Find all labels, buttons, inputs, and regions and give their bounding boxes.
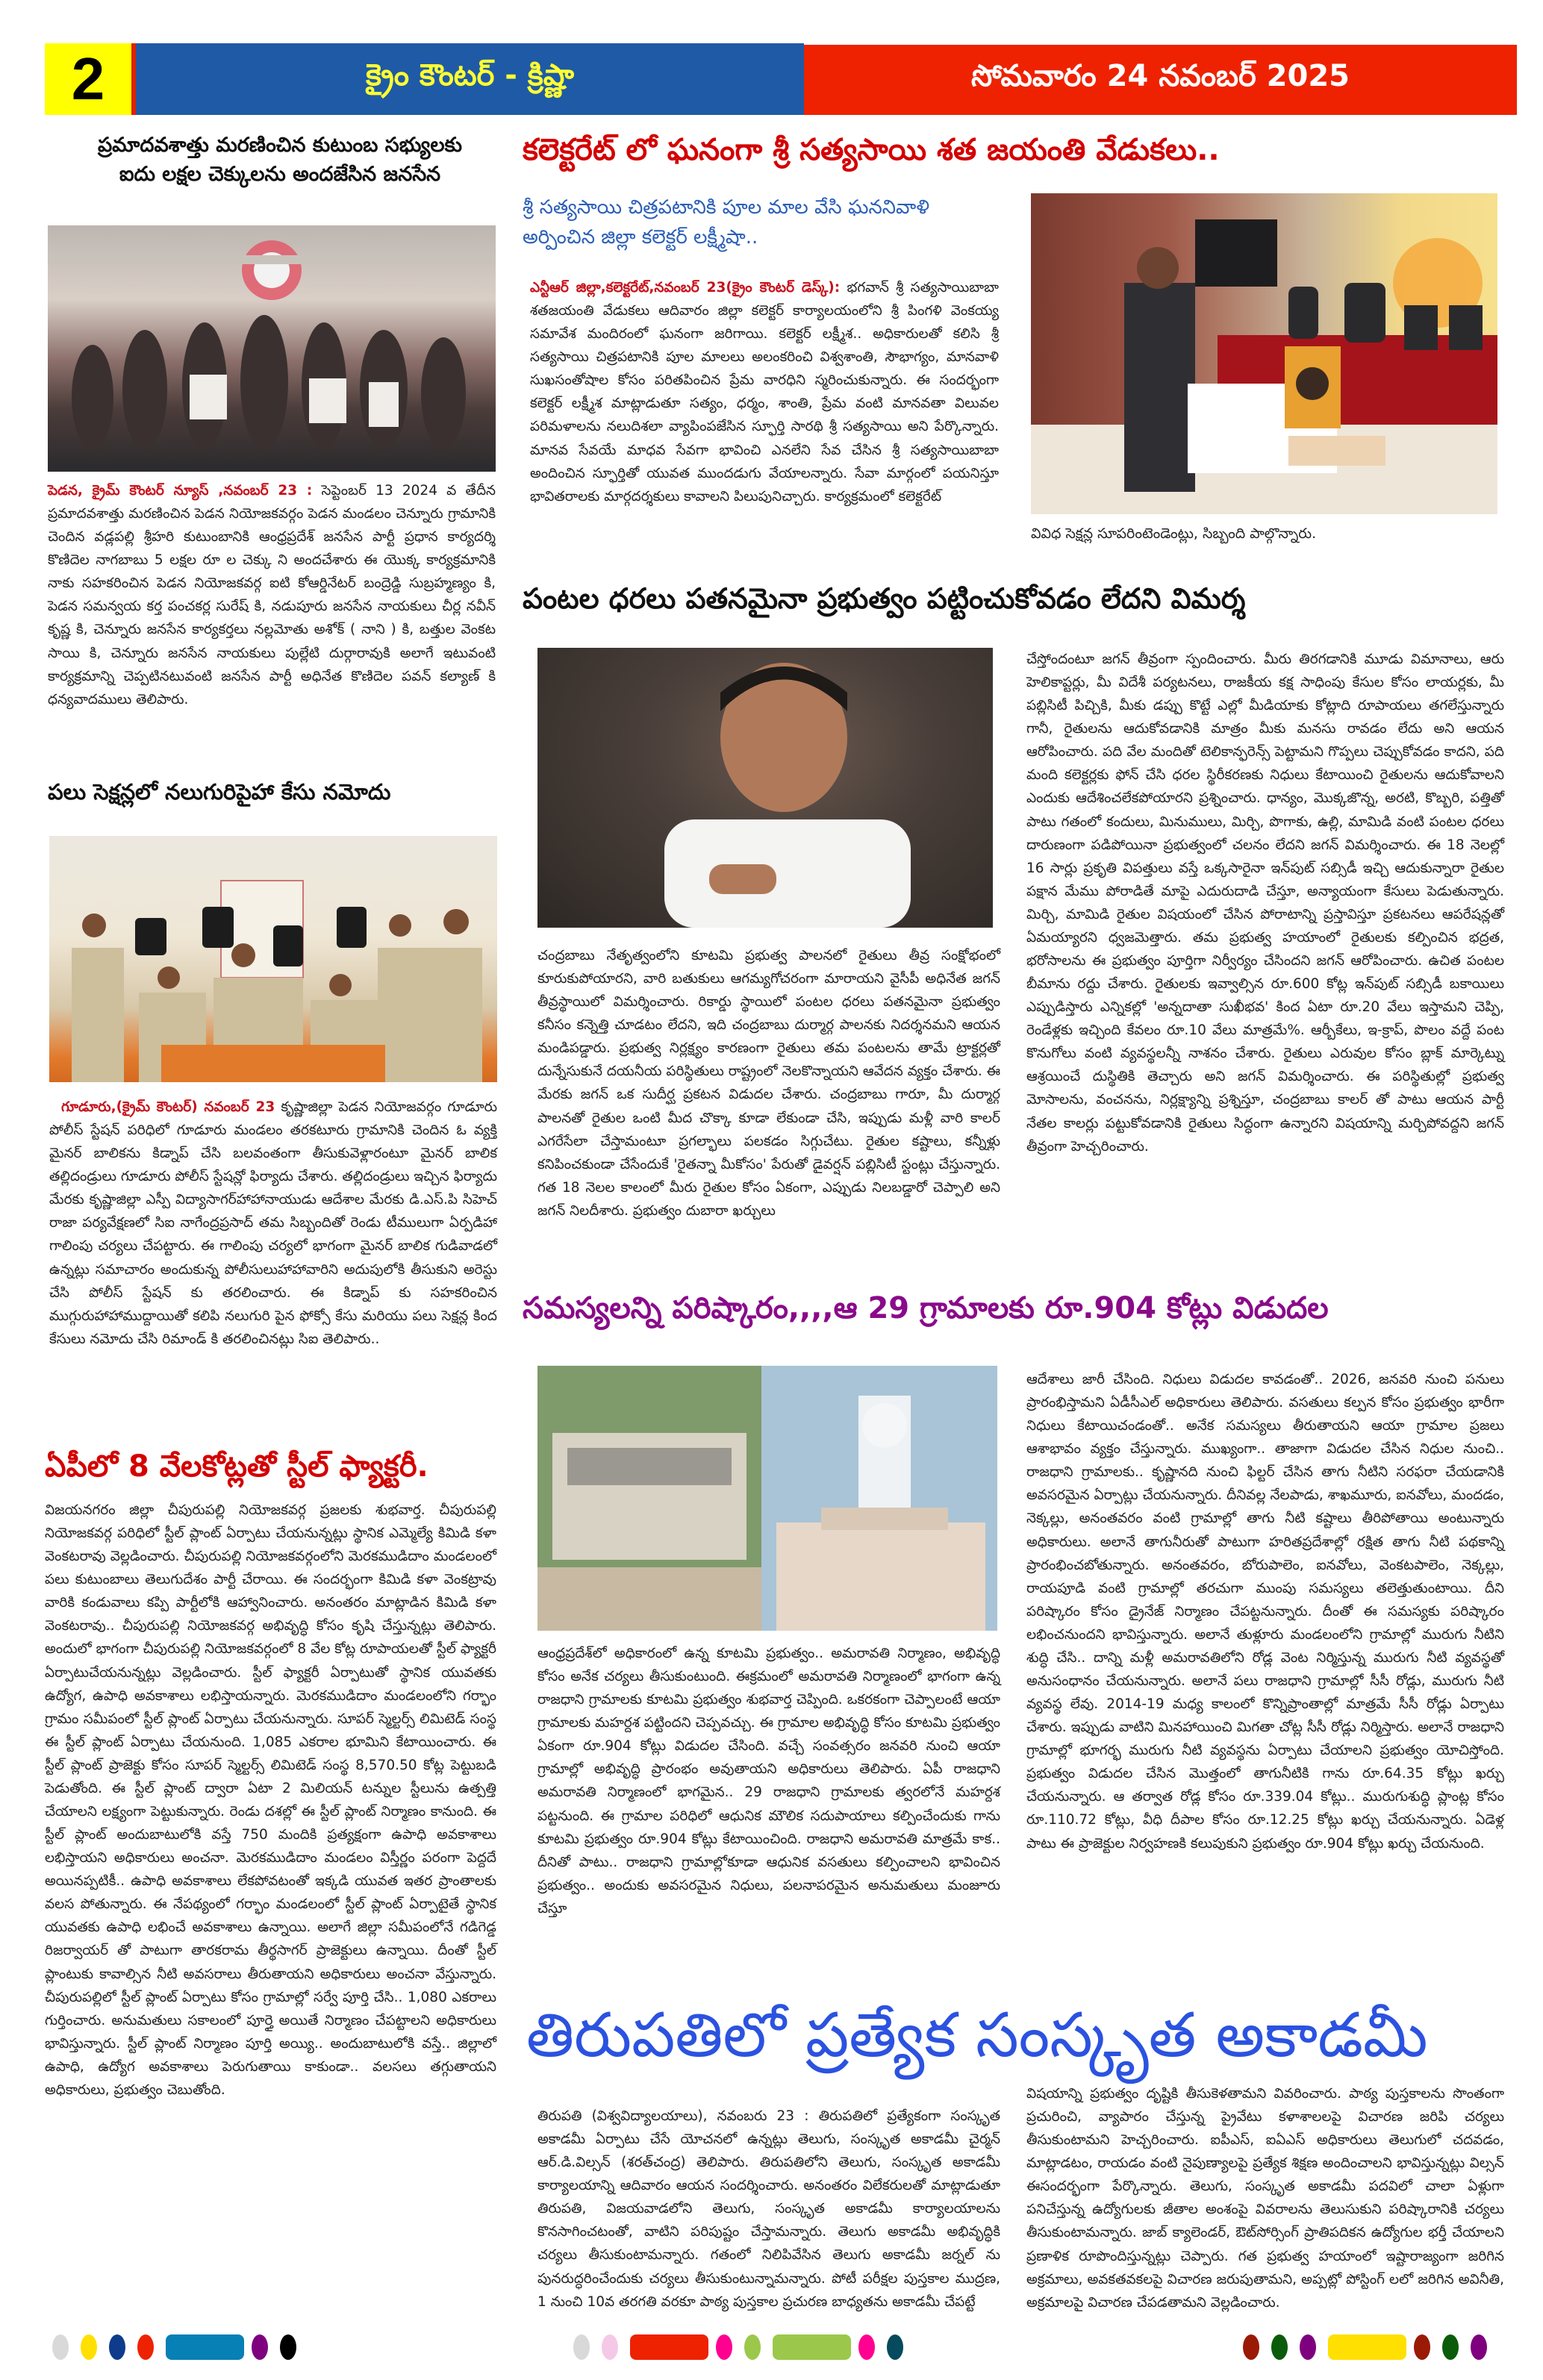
color-swatch bbox=[773, 2334, 851, 2360]
pocso-headline: పలు సెక్షన్లలో నలుగురిపైహా కేసు నమోదు bbox=[48, 779, 391, 805]
color-swatch bbox=[1414, 2334, 1430, 2360]
page-number: 2 bbox=[45, 43, 136, 115]
sathyasai-dateline: ఎన్టీఆర్ జిల్లా,కలెక్టరేట్,నవంబర్ 23(క్రైం కౌంటర్ డెస్క్): bbox=[530, 280, 841, 296]
color-swatch bbox=[252, 2334, 268, 2360]
color-swatch bbox=[166, 2334, 244, 2360]
janasena-headline bbox=[45, 131, 515, 189]
amaravati-photo bbox=[537, 1366, 997, 1631]
jagan-body-col1: చంద్రబాబు నేతృత్వంలోని కూటమి ప్రభుత్వ పాలనలో రైతులు తీవ్ర సంక్షోభంలో కూరుకుపోయారని, వారి బతుకులు ఆగమ్యగోచరంగా మారాయని వైసీపీ అధినేత జగన్ తీవ్రస్థాయిలో విమర్శించారు. రికార్డు స్థాయిలో పంటల ధరలు పతనమైనా ప్రభుత్వం కనీసం కన్నెత్తి చూడటం లేదని, ఇది చంద్రబాబు దుర్మార్గ పాలనకు నిదర్శనమని ఆయన మండిపడ్డారు. ప్రభుత్వ నిర్లక్ష్యం కారణంగా రైతులు తమ పంటలను తామే ట్రాక్టర్లతో దున్నేసుకునే దయనీయ పరిస్థితులు రాష్ట్రంలో నెలకొన్నాయని ఆవేదన వ్యక్తం చేశారు. ఈ మేరకు జగన్ ఒక సుదీర్ఘ ప్రకటన విడుదల చేశారు. చంద్రబాబు గారూ, మీ దుర్మార్గ పాలనతో రైతుల ఒంటి మీద చొక్కా కూడా లేకుండా చేసి, ఇప్పుడు మళ్లీ వారి కాలర్ ఎగరేసేలా చేస్తామంటూ ప్రగల్భాలు పలకడం సిగ్గుచేటు. రైతుల కష్టాలు, కన్నీళ్లు కనిపించకుండా చేసేందుకే 'రైతన్నా మీకోసం' పేరుతో డైవర్షన్ పబ్లిసిటీ స్టంట్లు చేస్తున్నారు. గత 18 నెలల కాలంలో మీరు రైతుల కోసం ఏకంగా, ఎప్పుడు నిలబడ్డారో చెప్పాలి అని జగన్ నిలదీశారు. ప్రభుత్వం దుబారా ఖర్చులు bbox=[537, 948, 1000, 1219]
color-swatch bbox=[630, 2334, 708, 2360]
pocso-body-text: కృష్ణాజిల్లా పెడన నియోజవర్గం గూడూరు పోలీస్ స్టేషన్ పరిధిలో గూడూరు మండలం తరకటూరు గ్రామానికి చెందిన ఓ వ్యక్తి మైనర్ బాలికను కిడ్నాప్ చేసి బలవంతంగా తీసుకువెళ్లారంటూ మైనర్ బాలిక తల్లిదండ్రులు గూడూరు పోలీస్ స్టేషన్లో ఫిర్యాదు చేశారు. తల్లిదండ్రులు ఇచ్చిన ఫిర్యాదు మేరకు కృష్ణాజిల్లా ఎస్పీ విద్యాసాగర్‌హాహానాయుడు ఆదేశాల మేరకు డి.ఎస్.పి సిహెచ్ రాజా పర్యవేక్షణలో సిఐ నాగేంద్రప్రసాద్ తమ సిబ్బందితో రెండు టీములుగా ఏర్పడిహా గాలింపు చర్యలు చేపట్టారు. ఈ గాలింపు చర్యలో భాగంగా మైనర్ బాలిక గుడివాడలో ఉన్నట్లు సమాచారం అందుకున్న పోలీసులుహాహావారిని అదుపులోకి తీసుకుని అరెస్టు చేసి పోలీస్ స్టేషన్ కు తరలించారు. ఈ కిడ్నాప్ కు సహకరించిన ముగ్గురుహాహాముద్దాయితో కలిపి నలుగురి పైన ఫోక్సో కేసు మరియు పలు సెక్షన్ల కింద కేసులు నమోదు చేసి రిమాండ్ కి తరలించినట్లు సిఐ తెలిపారు.. bbox=[49, 1099, 497, 1347]
sathyasai-headline: కలెక్టరేట్ లో ఘనంగా శ్రీ సత్యసాయి శత జయంతి వేడుకలు.. bbox=[523, 133, 1220, 167]
color-swatch bbox=[716, 2334, 732, 2360]
janasena-headline-line2: ఐదు లక్షల చెక్కులను అందజేసిన జనసేన bbox=[119, 163, 441, 187]
janasena-photo-art bbox=[48, 225, 496, 472]
amaravati-body-col2: ఆదేశాలు జారీ చేసింది. నిధులు విడుదల కావడంతో.. 2026, జనవరి నుంచి పనులు ప్రారంభిస్తామని ఏడీసీఎల్ అధికారులు తెలిపారు. వసతులు కల్పన కోసం ప్రభుత్వం భారీగా నిధులు కేటాయిచండంతో.. అనేక సమస్యలు తీరుతాయని ఆయా గ్రామాల ప్రజలు ఆశాభావం వ్యక్తం చేస్తున్నారు. ముఖ్యంగా.. తాజాగా విడుదల చేసిన నిధుల నుంచి.. రాజధాని గ్రామాలకు.. కృష్ణానది నుంచి ఫిల్టర్ చేసిన తాగు నీటిని సరఫరా చేయడానికి అవసరమైన ఏర్పాట్లు చేయనున్నారు. దీనివల్ల నేలపాడు, శాఖమూరు, ఐనవోలు, మందడం, నెక్కల్లు, అనంతవరం వంటి గ్రామాల్లో తాగు నీటి కష్టాలు తీరిపోతాయి అంటున్నారు అధికారులు. అలానే తాగునీరుతో పాటుగా హరితప్రదేశాల్లో రక్షిత తాగు నీటి పథకాన్ని ప్రారంభించబోతున్నారు. అనంతవరం, బోరుపాలెం, ఐనవోలు, వెంకటపాలెం, నెక్కల్లు, రాయపూడి వంటి గ్రామాల్లో తరచుగా ముంపు సమస్యలు తలెత్తుతుంటాయి. దీని పరిష్కారం కోసం డ్రైనేజ్ నిర్మాణం చేపట్టనున్నారు. దీంతో ఈ సమస్యకు పరిష్కారం లభించనుందని భావిస్తున్నారు. అలానే తుళ్లూరు మండలంలోని గ్రామాల్లో మురుగు నీటిని శుద్ధి చేసి.. దాన్ని మళ్లీ అమరావతిలోని రోడ్ల వెంట నిర్మిస్తున్న మురుగు నీటి వ్యవస్థతో అనుసంధానం చేయనున్నారు. అలానే పలు రాజధాని గ్రామాల్లో సీసీ రోడ్లు, మురుగు నీటి వ్యవస్థ లేవు. 2014-19 మధ్య కాలంలో కొన్నిప్రాంతాల్లో మాత్రమే సీసీ రోడ్లు ఏర్పాటు చేశారు. ఇప్పుడు వాటిని మినహాయించి మిగతా చోట్ల సీసీ రోడ్లు నిర్మిస్తారు. అలానే రాజధాని గ్రామాల్లో భూగర్భ మురుగు నీటి వ్యవస్థను ఏర్పాటు చేయాలని ప్రభుత్వం యోచిస్తోంది. ప్రభుత్వం విడుదల చేసిన మొత్తంలో తాగునీటికి గాను రూ.64.35 కోట్లు ఖర్చు చేయనున్నారు. ఆ తర్వాత రోడ్ల కోసం రూ.339.04 కోట్లు.. మురుగుశుద్ధి ప్లాంట్ల కోసం రూ.110.72 కోట్లు, వీధి దీపాల కోసం రూ.12.25 కోట్లు ఖర్చు చేయనున్నారు. ఏడెళ్ల పాటు ఈ ప్రాజెక్టుల నిర్వహణకి కలుపుకుని ప్రభుత్వం రూ.904 కోట్లు ఖర్చు చేయనుంది. bbox=[1026, 1372, 1504, 1852]
color-swatch bbox=[1328, 2334, 1406, 2360]
color-swatch bbox=[1243, 2334, 1259, 2360]
janasena-body bbox=[48, 479, 496, 711]
amaravati-body-col1: ఆంధ్రప్రదేశ్‌లో అధికారంలో ఉన్న కూటమి ప్రభుత్వం.. అమరావతి నిర్మాణం, అభివృద్ధి కోసం అనేక చర్యలు తీసుకుంటుంది. ఈక్రమంలో అమరావతి నిర్మాణంలో భాగంగా ఉన్న రాజధాని గ్రామాలకు కూటమి ప్రభుత్వం శుభవార్త చెప్పింది. ఒకరకంగా చెప్పాలంటే ఆయా గ్రామాలకు మహర్దశ పట్టిందని చెప్పవచ్చు. ఈ గ్రామాల అభివృద్ధి కోసం కూటమి ప్రభుత్వం ఏకంగా రూ.904 కోట్లు విడుదల చేసింది. వచ్చే సంవత్సరం జనవరి నుంచి ఆయా గ్రామాల్లో అభివృద్ధి ప్రారంభం అవుతాయని అధికారులు తెలిపారు. ఏపీ రాజధాని అమరావతి నిర్మాణంలో భాగమైన.. 29 రాజధాని గ్రామాలకు త్వరలోనే మహర్దశ పట్టనుంది. ఈ గ్రామాల పరిధిలో ఆధునిక మౌలిక సదుపాయాలు కల్పించేందుకు గాను కూటమి ప్రభుత్వం రూ.904 కోట్లు కేటాయించింది. రాజధాని అమరావతి మాత్రమే కాక.. దీనితో పాటు.. రాజధాని గ్రామాల్లోకూడా ఆధునిక వసతులు కల్పించాలని భావించిన ప్రభుత్వం.. అందుకు అవసరమైన నిధులు, పలనాపరమైన అనుమతులు మంజూరు చేస్తూ bbox=[537, 1646, 1000, 1917]
color-swatch bbox=[1300, 2334, 1316, 2360]
jagan-photo-art bbox=[537, 648, 993, 928]
sanskrit-body-col1: తిరుపతి (విశ్వవిద్యాలయాలు), నవంబరు 23 : తిరుపతిలో ప్రత్యేకంగా సంస్కృత అకాడమీ ఏర్పాటు చేసే యోచనలో ఉన్నట్లు తెలుగు, సంస్కృత అకాడమీ చైర్మన్ ఆర్.డి.విల్సన్ (శరత్‌చంద్ర) తెలిపారు. తిరుపతిలోని తెలుగు, సంస్కృత అకాడమీ కార్యాలయాన్ని ఆదివారం ఆయన సందర్శించారు. అనంతరం విలేకరులతో మాట్లాడుతూ తిరుపతి, విజయవాడలోని తెలుగు, సంస్కృత అకాడమీ కార్యాలయాలను కొనసాగించటంతో, వాటిని పరిపుష్టం చేస్తామన్నారు. తెలుగు అకాడమీ అభివృద్ధికి చర్యలు తీసుకుంటామన్నారు. గతంలో నిలిపివేసిన తెలుగు అకాడమీ జర్నల్ ను పునరుద్ధరించేందుకు చర్యలు తీసుకుంటున్నామన్నారు. పోటీ పరీక్షల పుస్తకాల ముద్రణ, 1 నుంచి 10వ తరగతి వరకూ పాఠ్య పుస్తకాల ప్రచురణ బాధ్యతను అకాడమీ చేపట్టే bbox=[537, 2108, 1000, 2310]
pocso-photo-art bbox=[49, 836, 497, 1082]
color-swatch bbox=[1471, 2334, 1487, 2360]
janasena-dateline: పెడన, క్రైమ్ కౌంటర్ న్యూస్ ,నవంబర్ 23 : bbox=[48, 483, 313, 499]
sanskrit-headline: తిరుపతిలో ప్రత్యేక సంస్కృత అకాడమీ bbox=[526, 2000, 1428, 2071]
sathyasai-subheadline-line2: అర్పించిన జిల్లా కలెక్టర్ లక్ష్మీషా.. bbox=[523, 226, 758, 249]
sathyasai-body bbox=[530, 276, 999, 508]
color-swatch bbox=[744, 2334, 761, 2360]
pocso-photo bbox=[49, 836, 497, 1082]
color-swatch bbox=[137, 2334, 154, 2360]
janasena-body-text: సెప్టెంబర్ 13 2024 వ తేదీన ప్రమాదవశాత్తు మరణించిన పెడన నియోజకవర్గం పెడన మండలం చెన్నూరు గ్రామానికి చెందిన వడ్లపల్లి శ్రీహరి కుటుంబానికి ఆంధ్రప్రదేశ్ జనసేన పార్టీ ప్రధాన కార్యదర్శి కొణిదెల నాగబాబు 5 లక్షల రూ ల చెక్కు ని అందచేశారు ఈ యొక్క కార్యక్రమానికి నాకు సహకరించిన పెడన నియోజకవర్గ ఐటి కోఆర్డినేటర్ బంద్రెడ్డి సుబ్రహ్మణ్యం కి, పెడన సమన్వయ కర్త పంచకర్ల సురేష్ కి, నడుపూరు జనసేన నాయకులు చీర్ల నవీన్ కృష్ణ కి, చెన్నూరు జనసేన కార్యకర్తలు నల్లమోతు అశోక్ ( నాని ) కి, బత్తుల వెంకట సాయి కి, చెన్నూరు జనసేన నాయకులు పుల్లేటి దుర్గారావుకి అలాగే ఇటువంటి కార్యక్రమాన్ని చెప్పటినటువంటి జనసేన పార్టీ అధినేత కొణిదెల పవన్ కల్యాణ్ కి ధన్యవాదములు తెలిపారు. bbox=[48, 483, 496, 708]
sathyasai-body-text: భగవాన్ శ్రీ సత్యసాయిబాబా శతజయంతి వేడుకలు ఆదివారం జిల్లా కలెక్టర్ కార్యాలయంలోని శ్రీ పింగళి వెంకయ్య సమావేశ మందిరంలో ఘనంగా జరిగాయి. కలెక్టర్ లక్ష్మీశ.. అధికారులతో కలిసి శ్రీ సత్యసాయి చిత్రపటానికి పూల మాలలు అలంకరించి విశ్వశాంతి, సౌభాగ్యం, మానవాళి సుఖసంతోషాల కోసం పరితపించిన ప్రేమ వారధిని స్మరించుకున్నారు. ఈ సందర్భంగా కలెక్టర్ లక్ష్మీశ మాట్లాడుతూ సత్యం, ధర్మం, శాంతి, ప్రేమ వంటి మానవతా విలువల పరిమళాలను నలుదిశలా వ్యాపింపజేసిన స్ఫూర్తి సారథి శ్రీ సత్యసాయి అని పేర్కొన్నారు. మానవ సేవయే మాధవ సేవగా భావించి ఎనలేని సేవ చేసిన శ్రీ సత్యసాయిబాబా అందించిన స్ఫూర్తితో యువత ముందడుగు వేయాలన్నారు. సేవా మార్గంలో పయనిస్తూ భావితరాలకు మార్గదర్శకులు కావాలని పిలుపునిచ్చారు. కార్యక్రమంలో కలెక్టరేట్ bbox=[530, 280, 999, 505]
pocso-body bbox=[49, 1096, 497, 1351]
janasena-headline-line1: ప్రమాదవశాత్తు మరణించిన కుటుంబ సభ్యులకు bbox=[97, 134, 462, 157]
jagan-photo bbox=[537, 648, 993, 928]
sathyasai-caption: వివిధ సెక్షన్ల సూపరింటెండెంట్లు, సిబ్బంది పాల్గొన్నారు. bbox=[1031, 525, 1317, 542]
jagan-body-col2: చేస్తోందంటూ జగన్ తీవ్రంగా స్పందించారు. మీరు తిరగడానికి మూడు విమానాలు, ఆరు హెలికాప్టర్లు, మీ విదేశీ పర్యటనలు, రాజకీయ కక్ష సాధింపు కేసుల కోసం లాయర్లకు, మీ పబ్లిసిటీ పిచ్చికి, మీకు డప్పు కొట్టే ఎల్లో మీడియాకు కోట్లాది రూపాయలు తగలేస్తున్నారు గానీ, రైతులను ఆదుకోవడానికి మాత్రం మీకు మనసు రావడం లేదు అని ఆయన ఆరోపించారు. పది వేల మందితో టెలికాన్ఫరెన్స్ పెట్టామని గొప్పలు చెప్పుకోవడం కాదని, పది మంది కలెక్టర్లకు ఫోన్ చేసి ధరల స్థిరీకరణకు నిధులు కేటాయించి రైతులను ఆదుకోవాలని ఎందుకు ఆదేశించలేకపోయారని ప్రశ్నించారు. ధాన్యం, మొక్కజొన్న, అరటి, కొబ్బరి, పత్తితో పాటు గతంలో కందులు, మినుములు, మిర్చి, పొగాకు, ఉల్లి, మామిడి వంటి పంటల ధరలు దారుణంగా పడిపోయినా ప్రభుత్వంలో చలనం లేదని జగన్ విమర్శించారు. ఈ 18 నెలల్లో 16 సార్లు ప్రకృతి విపత్తులు వస్తే ఒక్కసారైనా ఇన్‌పుట్ సబ్సిడీ ఇచ్చి ఆదుకున్నారా రైతుల పక్షాన మేము పోరాడితే మాపై ఎదురుదాడి చేస్తూ, అన్యాయంగా కేసులు పెడుతున్నారు. మిర్చి, మామిడి రైతుల విషయంలో చేసిన పోరాటాన్ని ప్రస్తావిస్తూ ప్రకటనలు ఆపరేషన్లతో ఏమయ్యారని ధ్వజమెత్తారు. తమ ప్రభుత్వ హయాంలో రైతులకు కల్పించిన భద్రత, భరోసాలను ఈ ప్రభుత్వం పూర్తిగా నిర్వీర్యం చేసిందని జగన్ ఆరోపించారు. ఉచిత పంటల బీమాను రద్దు చేశారు. రైతులకు ఇవ్వాల్సిన రూ.600 కోట్ల ఇన్‌పుట్ సబ్సిడీ బకాయిలు ఎప్పుడిస్తారు ఎన్నికల్లో 'అన్నదాతా సుఖీభవ' కింద ఏటా రూ.20 వేలు ఇస్తామని చెప్పి, రెండేళ్లకు ఇచ్చింది కేవలం రూ.10 వేలు మాత్రమే%. ఆర్బీకేలు, ఇ-క్రాప్, పొలం వద్దే పంట కొనుగోలు వంటి వ్యవస్థలన్నీ నాశనం చేశారు. రైతులు ఎరువుల కోసం బ్లాక్ మార్కెట్ను ఆశ్రయించే దుస్థితికి తెచ్చారు అని జగన్ విమర్శించారు. ఈ పరిస్థితుల్లో ప్రభుత్వ మోసాలను, వంచనను, నిర్లక్ష్యాన్ని ప్రశ్నిస్తూ, చంద్రబాబు కాలర్ తో పాటు ఆయన పార్టీ నేతల కాలర్లు పట్టుకోవడానికి రైతులు సిద్ధంగా ఉన్నారని విషయాన్ని మర్చిపోవద్దని జగన్ తీవ్రంగా హెచ్చరించారు. bbox=[1026, 652, 1504, 1155]
paper-title: క్రైం కౌంటర్ - క్రిష్ణా bbox=[136, 43, 804, 115]
issue-date: సోమవారం 24 నవంబర్ 2025 bbox=[804, 45, 1517, 115]
color-swatch bbox=[81, 2334, 97, 2360]
sanskrit-body-col2: విషయాన్ని ప్రభుత్వం దృష్టికి తీసుకెళతామని వివరించారు. పాఠ్య పుస్తకాలను సొంతంగా ప్రచురించి, వ్యాపారం చేస్తున్న ప్రైవేటు కళాశాలలపై విచారణ జరిపి చర్యలు తీసుకుంటామని హెచ్చరించారు. ఐపీఎస్, ఐఏఎస్ అధికారులు తెలుగులో చదవడం, మాట్లాడటం, రాయడం వంటి నైపుణ్యాలపై ప్రత్యేక శిక్షణ అందించాలని భావిస్తున్నట్లు విల్సన్ ఈసందర్భంగా పేర్కొన్నారు. తెలుగు, సంస్కృత అకాడమీ పదవిలో చాలా ఏళ్లుగా పనిచేస్తున్న ఉద్యోగులకు జీతాల అంశంపై వివరాలను తెలుసుకుని పరిష్కారానికి చర్యలు తీసుకుంటామన్నారు. జాబ్ క్యాలెండర్, ఔట్‌సోర్సింగ్ ప్రాతిపదికన ఉద్యోగుల భర్తీ చేయాలని ప్రణాళిక రూపొందిస్తున్నట్లు చెప్పారు. గత ప్రభుత్వ హయాంలో ఇష్టారాజ్యంగా జరిగిన అక్రమాలు, అవకతవకలపై విచారణ జరుపుతామని, అప్పట్లో పోస్టింగ్ లలో జరిగిన అవినీతి, అక్రమాలపై విచారణ చేపడతామని వెల్లడించారు. bbox=[1026, 2086, 1504, 2311]
sathyasai-photo bbox=[1031, 193, 1497, 514]
color-swatch bbox=[1271, 2334, 1288, 2360]
sathyasai-photo-art bbox=[1031, 193, 1497, 514]
color-swatch bbox=[109, 2334, 125, 2360]
steel-headline: ఏపీలో 8 వేలకోట్లతో స్టీల్ ఫ్యాక్టరీ. bbox=[45, 1449, 428, 1484]
amaravati-photo-art bbox=[537, 1366, 997, 1631]
janasena-photo bbox=[48, 225, 496, 472]
color-swatch bbox=[573, 2334, 590, 2360]
sathyasai-subheadline-line1: శ్రీ సత్యసాయి చిత్రపటానికి పూల మాల వేసి ఘననివాళి bbox=[523, 196, 930, 219]
steel-body: విజయనగరం జిల్లా చీపురుపల్లి నియోజకవర్గ ప్రజలకు శుభవార్త. చీపురుపల్లి నియోజకవర్గ పరిధిలో స్టీల్ ప్లాంట్ ఏర్పాటు చేయనున్నట్లు స్థానిక ఎమ్మెల్యే కిమిడి కళా వెంకటరావు వెల్లడించారు. చీపురుపల్లి నియోజకవర్గంలోని మెరకముడిదాం మండలంలో పలు కుటుంబాలు తెలుగుదేశం పార్టీ చేరాయి. ఈ సందర్భంగా కిమిడి కళా వెంకట్రావు వారికి కండువాలు కప్పి పార్టీలోకి ఆహ్వానించారు. అనంతరం మాట్లాడిన కిమిడి కళా వెంకటరావు.. చీపురుపల్లి నియోజకవర్గ అభివృద్ధి కోసం కృషి చేస్తున్నట్లు తెలిపారు. అందులో భాగంగా చీపురుపల్లి నియోజకవర్గంలో 8 వేల కోట్ల రూపాయలతో స్టీల్ ఫ్యాక్టరీ ఏర్పాటుచేయనున్నట్లు వెల్లడించారు. స్టీల్ ఫ్యాక్టరీ ఏర్పాటుతో స్థానిక యువతకు ఉద్యోగ, ఉపాధి అవకాశాలు లభిస్తాయన్నారు. మెరకముడిదాం మండలంలోని గర్భాం గ్రామం సమీపంలో స్టీల్ ప్లాంట్ ఏర్పాటు చేయనున్నారు. సూపర్ స్మెల్టర్స్ లిమిటెడ్ సంస్థ ఈ స్టీల్ ప్లాంట్ ఏర్పాటు చేయనుంది. 1,085 ఎకరాల భూమిని కేటాయించారు. ఈ స్టీల్ ప్లాంట్ ప్రాజెక్టు కోసం సూపర్ స్మెల్టర్స్ లిమిటెడ్ సంస్థ 8,570.50 కోట్ల పెట్టుబడి పెడుతోంది. ఈ స్టీల్ ప్లాంట్ ద్వారా ఏటా 2 మిలియన్ టన్నుల స్టీలును ఉత్పత్తి చేయాలని లక్ష్యంగా పెట్టుకున్నారు. రెండు దశల్లో ఈ స్టీల్ ప్లాంట్ నిర్మాణం కానుంది. ఈ స్టీల్ ప్లాంట్ అందుబాటులోకి వస్తే 750 మందికి ప్రత్యక్షంగా ఉపాధి అవకాశాలు లభిస్తాయని అధికారులు అంచనా. మెరకముడిదాం మండలం విస్తీర్ణం పరంగా పెద్దదే అయినప్పటికీ.. ఉపాధి అవకాశాలు లేకపోవటంతో ఇక్కడి యువత ఇతర ప్రాంతాలకు వలస పోతున్నారు. ఈ నేపథ్యంలో గర్భాం మండలంలో స్టీల్ ప్లాంట్ ఏర్పాటైతే స్థానిక యువతకు ఉపాధి లభించే అవకాశాలు ఉన్నాయి. అలాగే జిల్లా సమీపంలోనే గడిగెడ్డ రిజర్వాయర్ తో పాటుగా తారకరామ తీర్థసాగర్ ప్రాజెక్టులు ఉన్నాయి. దీంతో స్టీల్ ప్లాంటుకు కావాల్సిన నీటి అవసరాలు తీరుతాయని అధికారులు అంచనా వేస్తున్నారు. చీపురుపల్లిలో స్టీల్ ప్లాంట్ ఏర్పాటు కోసం గ్రామాల్లో సర్వే పూర్తి చేసి.. 1,080 ఎకరాలు గుర్తించారు. అనుమతులు సకాలంలో పూర్తై అయితే నిర్మాణం చేపట్టాలని అధికారులు భావిస్తున్నారు. స్టీల్ ప్లాంట్ నిర్మాణం పూర్తి అయ్యి.. అందుబాటులోకి వస్తే.. జిల్లాలో ఉపాధి, ఉద్యోగ అవకాశాలు పెరుగుతాయి కాకుండా.. వలసలు తగ్గుతాయని అధికారులు, ప్రభుత్వం చెబుతోంది. bbox=[45, 1502, 496, 2098]
sathyasai-subheadline bbox=[523, 193, 1008, 253]
color-swatch bbox=[887, 2334, 903, 2360]
pocso-dateline: గూడూరు,(క్రైమ్ కౌంటర్) నవంబర్ 23 bbox=[61, 1099, 275, 1115]
jagan-headline: పంటల ధరలు పతనమైనా ప్రభుత్వం పట్టించుకోవడం లేదని విమర్శ bbox=[523, 582, 1246, 615]
color-swatch bbox=[280, 2334, 296, 2360]
color-swatch bbox=[52, 2334, 69, 2360]
color-swatch bbox=[602, 2334, 618, 2360]
color-swatch bbox=[1442, 2334, 1459, 2360]
amaravati-headline: సమస్యలన్ని పరిష్కారం,,,,ఆ 29 గ్రామాలకు రూ.904 కోట్లు విడుదల bbox=[523, 1291, 1329, 1325]
color-swatch bbox=[858, 2334, 875, 2360]
